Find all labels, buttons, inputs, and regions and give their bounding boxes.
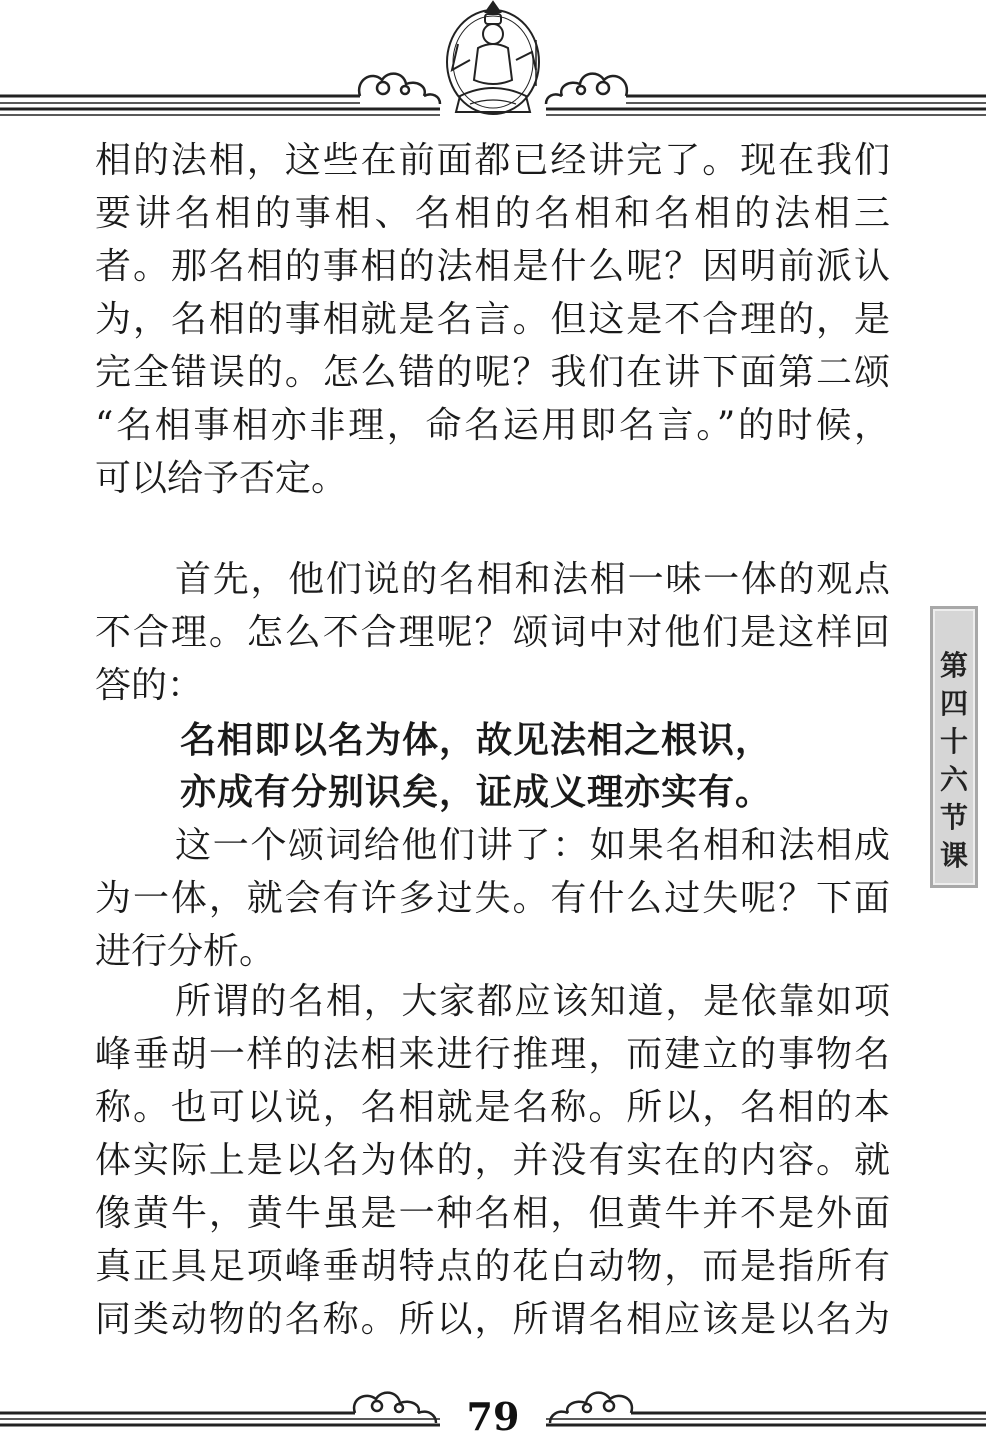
verse-line: 名相即以名为体，故见法相之根识， [180,720,773,761]
text-line: 不合理。怎么不合理呢？颂词中对他们是这样回 [95,612,890,653]
text-line: 像黄牛，黄牛虽是一种名相，但黄牛并不是外面 [95,1193,890,1234]
text-line: 为，名相的事相就是名言。但这是不合理的，是 [95,299,890,340]
chapter-tab-char: 六 [939,763,968,796]
text-line: 所谓的名相，大家都应该知道，是依靠如项 [175,981,890,1022]
deity-figure-icon [447,2,539,114]
text-line: 要讲名相的事相、名相的名相和名相的法相三 [95,193,890,234]
chapter-tab-char: 四 [939,687,968,720]
text-line: 进行分析。 [95,931,276,972]
chapter-tab-label [933,647,975,875]
text-line: 首先，他们说的名相和法相一味一体的观点 [175,559,890,600]
footer-rule-left [0,1413,440,1425]
text-line: 同类动物的名称。所以，所谓名相应该是以名为 [95,1299,890,1340]
header-rule-right [546,96,986,115]
text-line: 这一个颂词给他们讲了：如果名相和法相成 [175,825,890,866]
header-ornament [0,0,986,125]
paragraph-3 [95,819,890,978]
verse-block [180,715,800,819]
text-line: 相的法相，这些在前面都已经讲完了。现在我们 [95,140,890,181]
verse-line: 亦成有分别识矣，证成义理亦实有。 [180,772,773,813]
cloud-scroll-right-icon [546,74,627,104]
footer-rule-right [546,1413,986,1425]
chapter-tab-char: 十 [939,725,968,758]
text-line: 为一体，就会有许多过失。有什么过失呢？下面 [95,878,890,919]
text-line: 可以给予否定。 [95,458,348,499]
text-line: “名相事相亦非理，命名运用即名言。”的时候， [95,405,890,446]
text-line: 完全错误的。怎么错的呢？我们在讲下面第二颂 [95,352,890,393]
chapter-side-tab [930,606,978,888]
text-line: 称。也可以说，名相就是名称。所以，名相的本 [95,1087,890,1128]
text-line: 峰垂胡一样的法相来进行推理，而建立的事物名 [95,1034,890,1075]
text-line: 者。那名相的事相的法相是什么呢？因明前派认 [95,246,890,287]
header-rule-left [0,96,440,115]
paragraph-2 [95,553,890,712]
paragraph-1 [95,134,890,505]
chapter-tab-char: 第 [939,649,968,682]
chapter-tab-char: 课 [939,839,968,872]
text-line: 体实际上是以名为体的，并没有实在的内容。就 [95,1140,890,1181]
cloud-scroll-left-icon [359,74,440,104]
page-number: 79 [466,1394,520,1439]
paragraph-4 [95,975,890,1346]
text-line: 答的： [95,665,204,706]
chapter-tab-char: 节 [939,801,968,834]
text-line: 真正具足项峰垂胡特点的花白动物，而是指所有 [95,1246,890,1287]
